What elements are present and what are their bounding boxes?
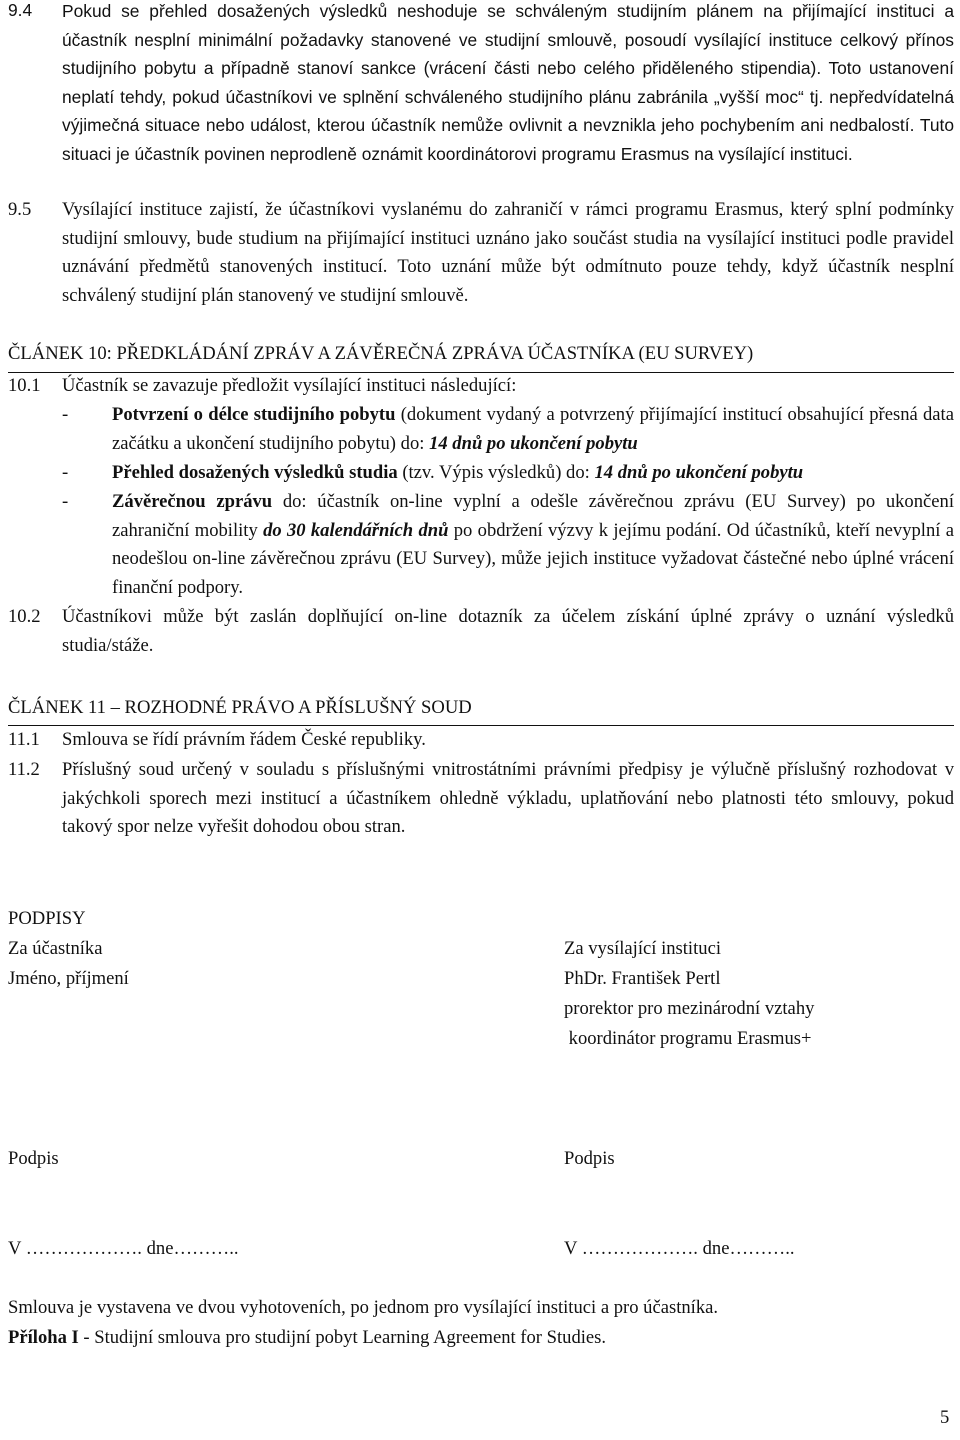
signatory-title: prorektor pro mezinárodní vztahy: [564, 998, 815, 1019]
paragraph-text: Pokud se přehled dosažených výsledků neshoduje se schváleným studijním plánem na přijímající instituci a účastník nesplní minimální požadavky stanovené ve studijní smlouvě, posoudí vysílající instituce celkový přínos studijního pobytu a případně stanoví sankce (vrácení části nebo celého přiděleného stipendia). Toto ustanovení neplatí tehdy, pokud účastníkovi ve splnění schváleného studijního plánu zabránila „vyšší moc“ tj. nepředvídatelná výjimečná situace nebo událost, kterou účastník nemůže ovlivnit a nevznikla jeho pochybením ani nedbalostí. Tuto situaci je účastník povinen neprodleně oznámit koordinátorovi programu Erasmus na vysílající instituci.: [62, 1, 954, 164]
paragraph-number: 10.1: [8, 375, 41, 396]
participant-label: Za účastníka: [8, 938, 103, 959]
article-10-heading: ČLÁNEK 10: PŘEDKLÁDÁNÍ ZPRÁV A ZÁVĚREČNÁ ZPRÁVA ÚČASTNÍKA (EU SURVEY): [8, 343, 754, 364]
paragraph-number: 10.2: [8, 606, 41, 627]
attachment-note: Příloha I - Studijní smlouva pro studijní pobyt Learning Agreement for Studies.: [8, 1327, 607, 1348]
paragraph-text: Vysílající instituce zajistí, že účastníkovi vyslanému do zahraničí v rámci programu Erasmus, který splní podmínky studijní smlouvy, bude studium na přijímající instituci uznáno jako součást studia na vysílající instituci podle pravidel uznávání předmětů stanovených institucí. Toto uznání může být odmítnuto pouze tehdy, když účastník nesplní schválený studijní plán stanovený ve studijní smlouvě.: [62, 199, 954, 306]
institution-label: Za vysílající instituci: [564, 938, 721, 959]
page-number: 5: [940, 1407, 950, 1428]
paragraph-11-2: [8, 756, 954, 842]
paragraph-9-4: [8, 0, 954, 169]
participant-place-date: V ………………. dne………..: [8, 1238, 239, 1259]
paragraph-text: Smlouva se řídí právním řádem České republiky.: [62, 729, 426, 750]
paragraph-10-2: [8, 603, 954, 660]
paragraph-11-1: [8, 726, 954, 755]
copies-note: Smlouva je vystavena ve dvou vyhotoveních, po jednom pro vysílající instituci a pro účastníka.: [8, 1297, 719, 1318]
list-item-text: Přehled dosažených výsledků studia (tzv. Výpis výsledků) do: 14 dnů po ukončení pobytu: [112, 462, 804, 483]
list-dash: -: [62, 404, 69, 425]
paragraph-number: 11.1: [8, 729, 40, 750]
paragraph-text: Účastníkovi může být zaslán doplňující on-line dotazník za účelem získání úplné zprávy o uznání výsledků studia/stáže.: [62, 606, 954, 656]
list-dash: -: [62, 462, 69, 483]
list-dash: -: [62, 491, 69, 512]
paragraph-10-1: [8, 372, 954, 401]
paragraph-number: 9.5: [8, 199, 32, 220]
signatory-role: koordinátor programu Erasmus+: [564, 1028, 812, 1049]
list-item-final-report: [62, 488, 954, 602]
list-item-confirmation: [62, 401, 954, 458]
institution-signature-label: Podpis: [564, 1148, 615, 1169]
signatures-title: PODPISY: [8, 908, 86, 929]
participant-name-label: Jméno, příjmení: [8, 968, 129, 989]
paragraph-text: Účastník se zavazuje předložit vysílající instituci následující:: [62, 375, 517, 396]
paragraph-text: Příslušný soud určený v souladu s příslušnými vnitrostátními právními předpisy je výlučně příslušný rozhodovat v jakýchkoli sporech mezi institucí a účastníkem ohledně výkladu, uplatňování nebo platnosti této smlouvy, pokud takový spor nelze vyřešit dohodou obou stran.: [62, 759, 954, 838]
list-item-text: Závěrečnou zprávu do: účastník on-line vyplní a odešle závěrečnou zprávu (EU Survey) po ukončení zahraniční mobility do 30 kalendářních dnů po obdržení výzvy k jejímu podání. Od účastníků, kteří nevyplní a neodešlou on-line závěrečnou zprávu (EU Survey), může jejich instituce vyžadovat částečné nebo úplné vrácení finanční podpory.: [112, 491, 954, 598]
list-item-text: Potvrzení o délce studijního pobytu (dokument vydaný a potvrzený přijímající institucí obsahující přesná data začátku a ukončení studijního pobytu) do: 14 dnů po ukončení pobytu: [112, 404, 954, 454]
article-11-heading: ČLÁNEK 11 – ROZHODNÉ PRÁVO A PŘÍSLUŠNÝ SOUD: [8, 697, 472, 718]
institution-place-date: V ………………. dne………..: [564, 1238, 795, 1259]
participant-signature-label: Podpis: [8, 1148, 59, 1169]
paragraph-number: 9.4: [8, 0, 33, 20]
signatory-name: PhDr. František Pertl: [564, 968, 721, 989]
list-item-transcript: [62, 459, 954, 488]
paragraph-number: 11.2: [8, 759, 40, 780]
paragraph-9-5: [8, 196, 954, 310]
